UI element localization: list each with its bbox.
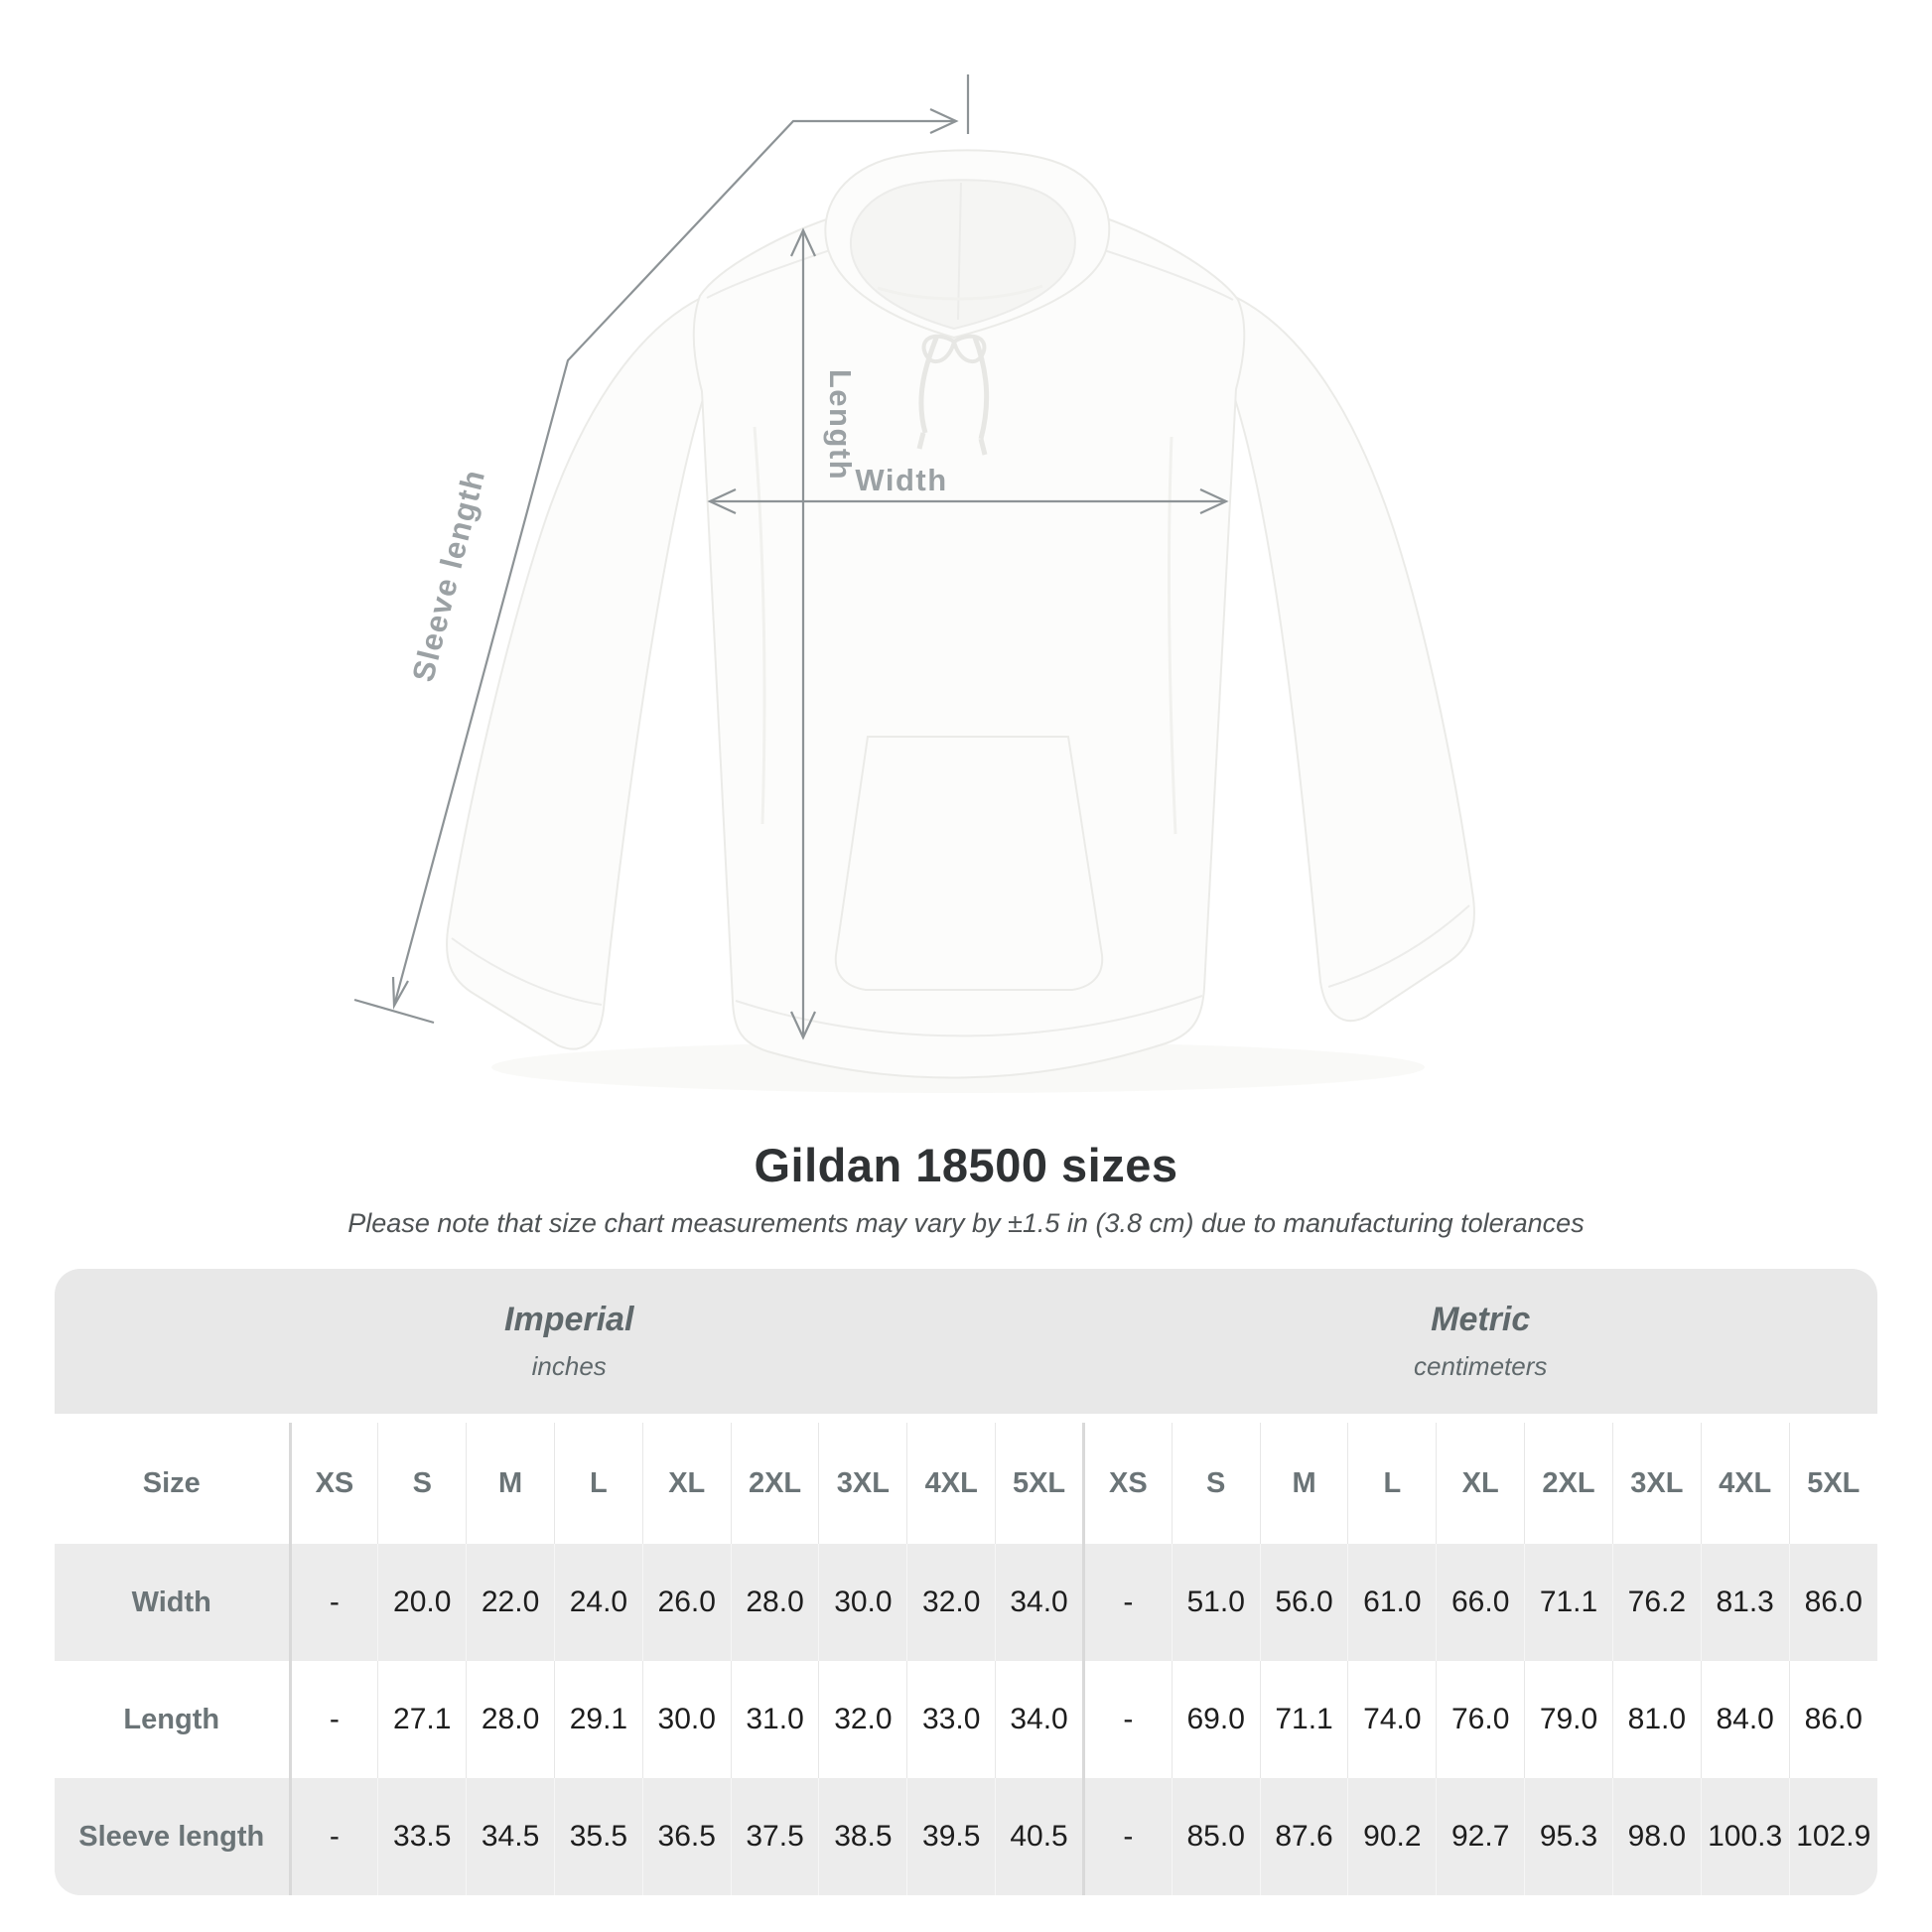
row-label: Width	[131, 1586, 211, 1618]
measurement-cell: 32.0	[907, 1544, 996, 1661]
size-column-header: 3XL	[1612, 1423, 1701, 1544]
imperial-label: Imperial	[504, 1301, 634, 1338]
width-row	[55, 1544, 1877, 1661]
measurement-cell: 56.0	[1260, 1544, 1348, 1661]
measurement-cell: 22.0	[467, 1544, 555, 1661]
measurement-cell: 30.0	[819, 1544, 907, 1661]
size-table	[55, 1423, 1877, 1895]
length-row	[55, 1661, 1877, 1778]
measurement-cell: 66.0	[1437, 1544, 1525, 1661]
measurement-cell: 28.0	[731, 1544, 819, 1661]
measurement-cell: 28.0	[467, 1661, 555, 1778]
measurement-cell: -	[290, 1544, 378, 1661]
size-column-header: L	[1348, 1423, 1437, 1544]
measurement-cell: 76.2	[1612, 1544, 1701, 1661]
measurement-cell: 87.6	[1260, 1778, 1348, 1895]
size-column-header: 2XL	[731, 1423, 819, 1544]
metric-group-header	[1083, 1301, 1877, 1382]
size-column-header: S	[378, 1423, 467, 1544]
measurement-cell: -	[1083, 1778, 1172, 1895]
size-column-header: 3XL	[819, 1423, 907, 1544]
sleeve-length-row	[55, 1778, 1877, 1895]
measurement-cell: 34.0	[996, 1661, 1084, 1778]
measurement-cell: 100.3	[1701, 1778, 1789, 1895]
measurement-cell: 36.5	[642, 1778, 731, 1895]
width-label: Width	[855, 463, 948, 497]
sleeve-length-label: Sleeve length	[405, 465, 492, 686]
imperial-unit-label: inches	[531, 1351, 607, 1381]
left-sleeve-shape	[447, 298, 703, 1049]
size-column-header: M	[467, 1423, 555, 1544]
measurement-cell: 90.2	[1348, 1778, 1437, 1895]
measurement-cell: 29.1	[554, 1661, 642, 1778]
unit-header-band	[55, 1269, 1877, 1414]
measurement-cell: 86.0	[1789, 1544, 1877, 1661]
measurement-cell: 81.3	[1701, 1544, 1789, 1661]
size-table-card	[55, 1423, 1877, 1895]
size-column-header: M	[1260, 1423, 1348, 1544]
row-label: Sleeve length	[78, 1820, 265, 1853]
pocket-shape	[836, 737, 1102, 990]
measurement-cell: -	[290, 1778, 378, 1895]
measurement-cell: 102.9	[1789, 1778, 1877, 1895]
size-column-header: XS	[1083, 1423, 1172, 1544]
measurement-cell: 26.0	[642, 1544, 731, 1661]
row-label: Length	[123, 1703, 220, 1735]
measurement-cell: 71.1	[1260, 1661, 1348, 1778]
measurement-cell: 85.0	[1172, 1778, 1260, 1895]
measurement-cell: 34.0	[996, 1544, 1084, 1661]
measurement-cell: 38.5	[819, 1778, 907, 1895]
measurement-cell: 35.5	[554, 1778, 642, 1895]
size-column-header: 5XL	[1789, 1423, 1877, 1544]
right-sleeve-shape	[1235, 298, 1474, 1021]
measurement-cell: -	[1083, 1544, 1172, 1661]
size-column-header: 4XL	[1701, 1423, 1789, 1544]
measurement-cell: 40.5	[996, 1778, 1084, 1895]
size-column-header: XL	[1437, 1423, 1525, 1544]
measurement-cell: 20.0	[378, 1544, 467, 1661]
measurement-cell: 71.1	[1525, 1544, 1613, 1661]
measurement-cell: 61.0	[1348, 1544, 1437, 1661]
size-header-row	[55, 1423, 1877, 1544]
measurement-cell: 24.0	[554, 1544, 642, 1661]
measurement-cell: -	[1083, 1661, 1172, 1778]
measurement-cell: 31.0	[731, 1661, 819, 1778]
size-header: Size	[142, 1466, 201, 1499]
size-column-header: L	[554, 1423, 642, 1544]
measurement-cell: 92.7	[1437, 1778, 1525, 1895]
measurement-cell: 98.0	[1612, 1778, 1701, 1895]
size-column-header: 4XL	[907, 1423, 996, 1544]
size-column-header: S	[1172, 1423, 1260, 1544]
measurement-cell: 95.3	[1525, 1778, 1613, 1895]
measurement-cell: 34.5	[467, 1778, 555, 1895]
measurement-cell: 69.0	[1172, 1661, 1260, 1778]
measurement-cell: 84.0	[1701, 1661, 1789, 1778]
size-column-header: XL	[642, 1423, 731, 1544]
size-table-section	[55, 1269, 1877, 1895]
metric-unit-label: centimeters	[1414, 1351, 1548, 1381]
measurement-cell: 27.1	[378, 1661, 467, 1778]
measurement-cell: 37.5	[731, 1778, 819, 1895]
length-label: Length	[823, 368, 858, 482]
measurement-cell: 79.0	[1525, 1661, 1613, 1778]
size-column-header: XS	[290, 1423, 378, 1544]
size-column-header: 5XL	[996, 1423, 1084, 1544]
measurement-cell: 81.0	[1612, 1661, 1701, 1778]
measurement-cell: 76.0	[1437, 1661, 1525, 1778]
imperial-group-header	[55, 1301, 1083, 1382]
size-column-header: 2XL	[1525, 1423, 1613, 1544]
measurement-cell: 74.0	[1348, 1661, 1437, 1778]
measurement-cell: 32.0	[819, 1661, 907, 1778]
measurement-cell: 51.0	[1172, 1544, 1260, 1661]
measurement-cell: 39.5	[907, 1778, 996, 1895]
measurement-cell: 33.0	[907, 1661, 996, 1778]
measurement-cell: 86.0	[1789, 1661, 1877, 1778]
metric-label: Metric	[1431, 1301, 1531, 1338]
measurement-cell: -	[290, 1661, 378, 1778]
measurement-cell: 30.0	[642, 1661, 731, 1778]
page-title: Gildan 18500 sizes	[754, 1139, 1178, 1191]
tolerance-note: Please note that size chart measurements may vary by ±1.5 in (3.8 cm) due to manufacturing tolerances	[347, 1208, 1585, 1238]
measurement-cell: 33.5	[378, 1778, 467, 1895]
